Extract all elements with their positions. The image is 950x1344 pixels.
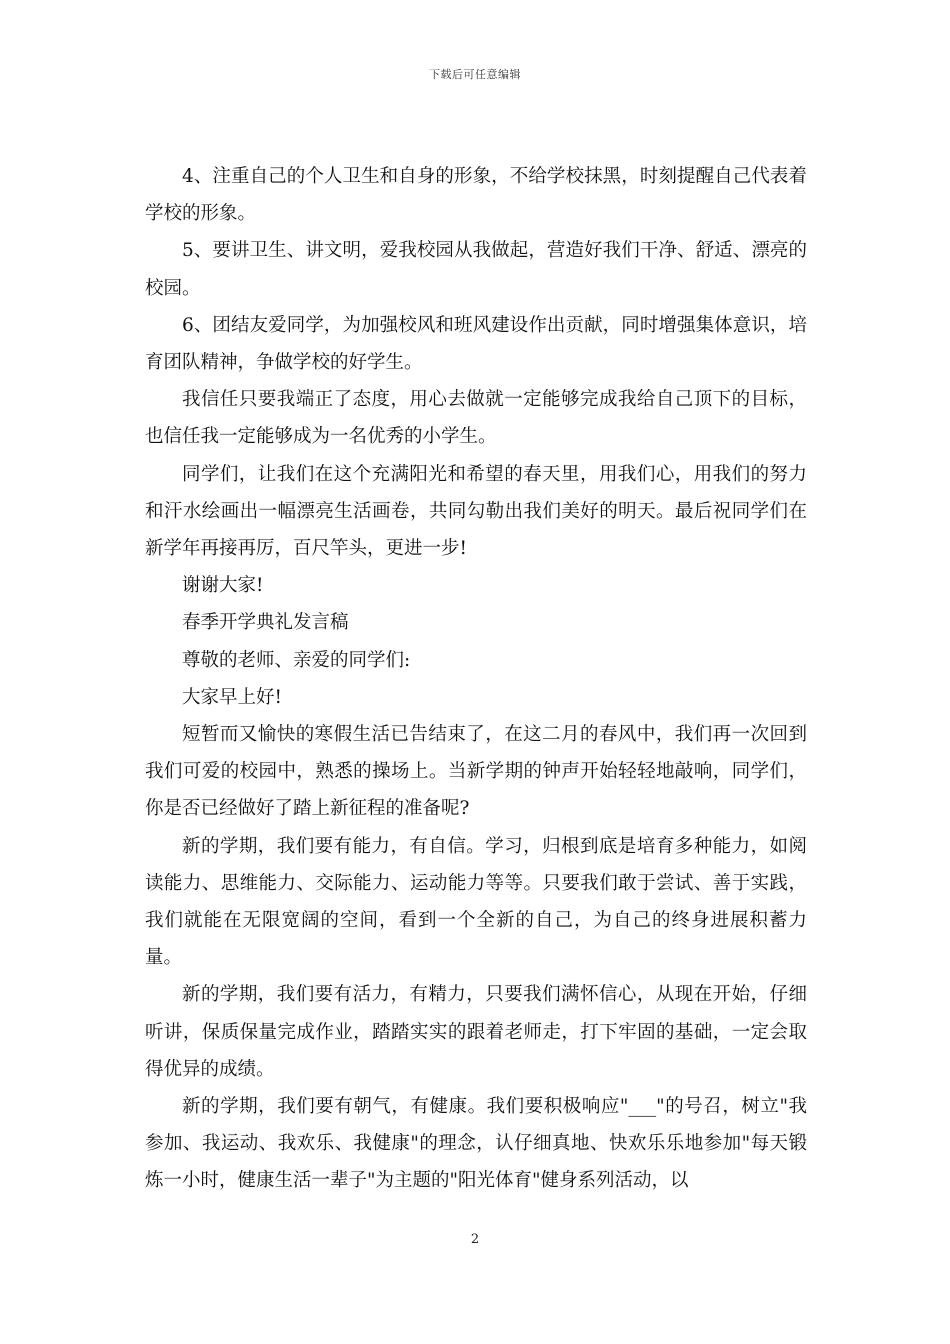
paragraph-closing-wish: 同学们，让我们在这个充满阳光和希望的春天里，用我们心，用我们的努力和汗水绘画出一幅漂亮生活画卷，共同勾勒出我们美好的明天。最后祝同学们在新学年再接再厉，百尺竿头，更进一步! [145, 463, 807, 560]
paragraph-item-6: 6、团结友爱同学，为加强校风和班风建设作出贡献，同时增强集体意识，培育团队精神，争做学校的好学生。 [145, 314, 807, 374]
paragraph-ability: 新的学期，我们要有能力，有自信。学习，归根到底是培育多种能力，如阅读能力、思维能力、交际能力、运动能力等等。只要我们敢于尝试、善于实践，我们就能在无限宽阔的空间，看到一个全新的自己，为自己的终身进展积蓄力量。 [145, 835, 807, 969]
paragraph-vitality: 新的学期，我们要有活力，有精力，只要我们满怀信心，从现在开始，仔细听讲，保质保量完成作业，踏踏实实的跟着老师走，打下牢固的基础，一定会取得优异的成绩。 [145, 984, 807, 1080]
section-title: 春季开学典礼发言稿 [182, 612, 349, 634]
paragraph-item-5: 5、要讲卫生、讲文明，爱我校园从我做起，营造好我们干净、舒适、漂亮的校园。 [145, 240, 807, 299]
paragraph-belief: 我信任只要我端正了态度，用心去做就一定能够完成我给自己顶下的目标，也信任我一定能够成为一名优秀的小学生。 [145, 389, 807, 448]
paragraph-thanks: 谢谢大家! [182, 575, 264, 597]
paragraph-health: 新的学期，我们要有朝气，有健康。我们要积极响应"___"的号召，树立"我参加、我运动、我欢乐、我健康"的理念，认仔细真地、快欢乐乐地参加"每天锻炼一小时，健康生活一辈子"为主题的"阳光体育"健身系列活动，以 [145, 1096, 807, 1192]
page-number: 2 [470, 1232, 480, 1247]
paragraph-item-4: 4、注重自己的个人卫生和自身的形象，不给学校抹黑，时刻提醒自己代表着学校的形象。 [145, 166, 807, 225]
paragraph-winter-break: 短暂而又愉快的寒假生活已告结束了，在这二月的春风中，我们再一次回到我们可爱的校园中，熟悉的操场上。当新学期的钟声开始轻轻地敲响，同学们，你是否已经做好了踏上新征程的准备呢? [145, 724, 807, 820]
greeting: 大家早上好! [182, 686, 282, 708]
salutation: 尊敬的老师、亲爱的同学们: [182, 649, 411, 671]
document-body [145, 158, 807, 1200]
page-header: 下载后可任意编辑 [429, 68, 521, 81]
